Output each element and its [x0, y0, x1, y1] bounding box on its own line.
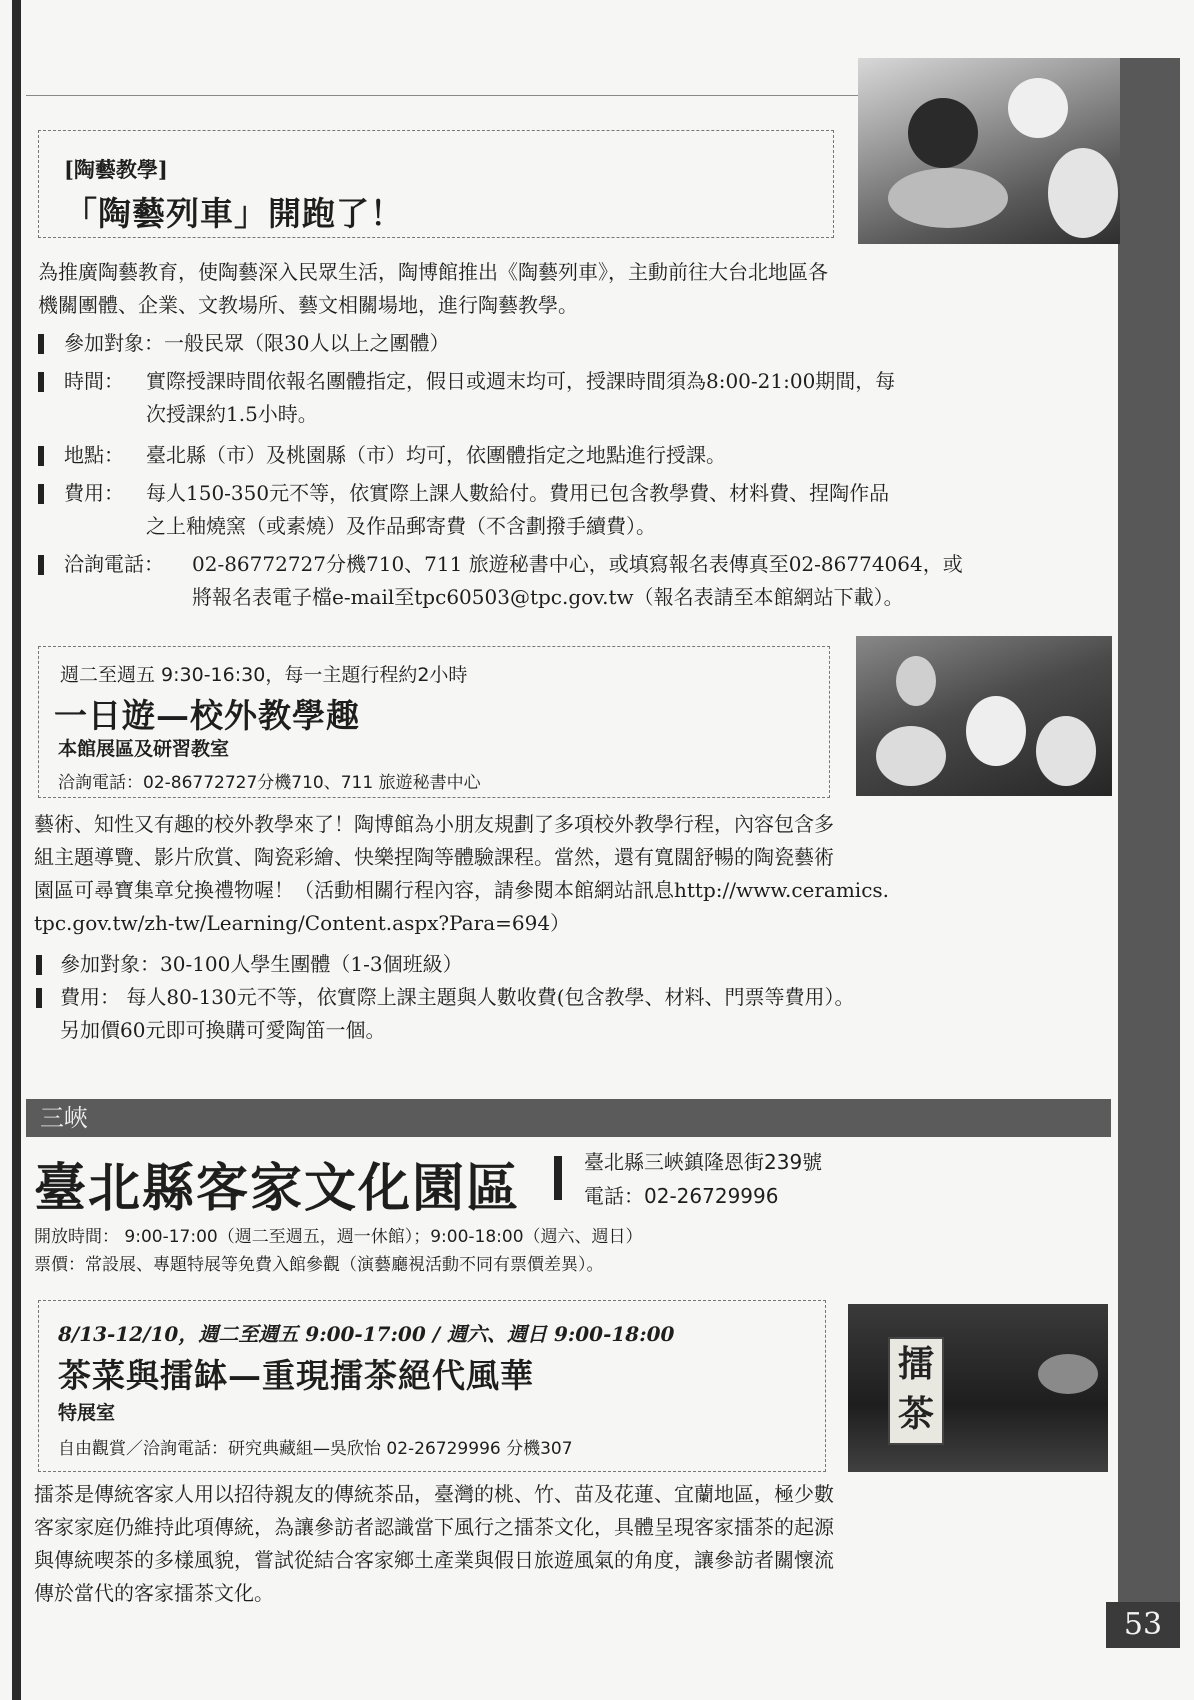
section2-item-fee [60, 981, 1110, 1047]
section2-title: 一日遊—校外教學趣 [54, 696, 360, 735]
section3-title: 茶菜與擂缽—重現擂茶絕代風華 [58, 1356, 534, 1395]
bullet-mark [38, 334, 44, 354]
section3-body [34, 1478, 1110, 1610]
right-margin-bar [1118, 58, 1180, 1645]
section1-intro-line: 為推廣陶藝教育，使陶藝深入民眾生活，陶博館推出《陶藝列車》，主動前往大台北地區各 [38, 260, 828, 284]
section2-body-line: 藝術、知性又有趣的校外教學來了！陶博館為小朋友規劃了多項校外教學行程，內容包含多 [34, 812, 834, 836]
section1-item-fee-label: 費用： [64, 481, 124, 505]
section3-body-line: 客家家庭仍維持此項傳統，為讓參訪者認識當下風行之擂茶文化，具體呈現客家擂茶的起源 [34, 1515, 834, 1539]
bullet-mark [38, 446, 44, 466]
section1-intro-line: 機關團體、企業、文教場所、藝文相關場地，進行陶藝教學。 [38, 293, 578, 317]
page-number: 53 [1106, 1602, 1180, 1648]
section1-item-place-label: 地點： [64, 443, 124, 467]
section1-intro [38, 256, 1108, 322]
section3-schedule: 8/13-12/10，週二至週五 9:00-17:00 / 週六、週日 9:00-18:00 [58, 1322, 675, 1346]
tea-sign-char: 茶 [897, 1393, 934, 1435]
section2-item-audience: 參加對象：30-100人學生團體（1-3個班級） [60, 952, 463, 976]
section3-body-line: 擂茶是傳統客家人用以招待親友的傳統茶品，臺灣的桃、竹、苗及花蓮、宜蘭地區，極少數 [34, 1482, 834, 1506]
section1-item-line: 每人150-350元不等，依實際上課人數給付。費用已包含教學費、材料費、捏陶作品 [146, 481, 890, 505]
section1-item-audience: 參加對象：一般民眾（限30人以上之團體） [64, 331, 450, 355]
section1-item-line: 之上釉燒窯（或素燒）及作品郵寄費（不含劃撥手續費）。 [146, 514, 656, 538]
venue-name: 臺北縣客家文化園區 [34, 1158, 521, 1219]
pottery-class-photo [858, 58, 1120, 244]
section1-tag: [陶藝教學] [64, 157, 168, 182]
section2-body-line: 園區可尋寶集章兌換禮物喔！（活動相關行程內容，請參閱本館網站訊息http://www.ceramics. [34, 878, 890, 902]
section3-venue: 特展室 [58, 1402, 116, 1424]
tea-sign-char: 擂 [897, 1343, 934, 1385]
venue-ticket: 票價：常設展、專題特展等免費入館參觀（演藝廳視活動不同有票價差異）。 [34, 1255, 604, 1275]
section2-item-line: 費用： 每人80-130元不等，依實際上課主題與人數收費(包含教學、材料、門票等費用）。 [60, 985, 855, 1009]
venue-hours: 開放時間： 9:00-17:00（週二至週五，週一休館）；9:00-18:00（週六、週日） [34, 1227, 643, 1247]
venue-phone: 電話：02-26729996 [584, 1184, 779, 1208]
bullet-mark [38, 372, 44, 392]
section1-item-time [146, 365, 1106, 431]
section3-contact: 自由觀賞／洽詢電話：研究典藏組—吳欣怡 02-26729996 分機307 [58, 1439, 573, 1459]
section2-body-line: 組主題導覽、影片欣賞、陶瓷彩繪、快樂捏陶等體驗課程。當然，還有寬闊舒暢的陶瓷藝術 [34, 845, 834, 869]
bullet-mark [36, 988, 42, 1008]
section3-body-line: 與傳統喫茶的多樣風貌，嘗試從結合客家鄉土產業與假日旅遊風氣的角度，讓參訪者關懷流 [34, 1548, 834, 1572]
section2-contact: 洽詢電話：02-86772727分機710、711 旅遊秘書中心 [58, 773, 481, 793]
section1-item-contact: 02-86772727分機710、711 旅遊秘書中心，或填寫報名表傳真至02-86774064，或 [192, 552, 963, 576]
tea-exhibition-photo [848, 1304, 1108, 1472]
section2-item-line: 另加價60元即可換購可愛陶笛一個。 [60, 1018, 386, 1042]
school-visit-photo [856, 636, 1112, 796]
section2-schedule: 週二至週五 9:30-16:30，每一主題行程約2小時 [60, 664, 468, 686]
venue-address: 臺北縣三峽鎮隆恩街239號 [584, 1150, 823, 1174]
section1-item-contact-line2: 將報名表電子檔e-mail至tpc60503@tpc.gov.tw（報名表請至本館網站下載）。 [192, 585, 904, 609]
section2-venue: 本館展區及研習教室 [58, 738, 230, 760]
section3-body-line: 傳於當代的客家擂茶文化。 [34, 1581, 274, 1605]
left-edge-bar [12, 0, 21, 1700]
region-band: 三峽 [26, 1099, 1111, 1137]
section1-item-contact-label: 洽詢電話： [64, 552, 164, 576]
tea-sign [888, 1337, 944, 1445]
section1-title: 「陶藝列車」開跑了！ [64, 194, 404, 233]
section1-item-fee [146, 477, 1106, 543]
section1-item-line: 實際授課時間依報名團體指定，假日或週末均可，授課時間須為8:00-21:00期間，每 [146, 369, 896, 393]
section2-body-line: tpc.gov.tw/zh-tw/Learning/Content.aspx?Para=694） [34, 911, 571, 935]
bullet-mark [36, 955, 42, 975]
section1-item-line: 次授課約1.5小時。 [146, 402, 318, 426]
section2-body [34, 808, 1110, 940]
section1-item-place: 臺北縣（市）及桃園縣（市）均可，依團體指定之地點進行授課。 [146, 443, 726, 467]
title-divider-bar [554, 1156, 562, 1200]
section1-item-time-label: 時間： [64, 369, 124, 393]
bullet-mark [38, 555, 44, 575]
bullet-mark [38, 484, 44, 504]
